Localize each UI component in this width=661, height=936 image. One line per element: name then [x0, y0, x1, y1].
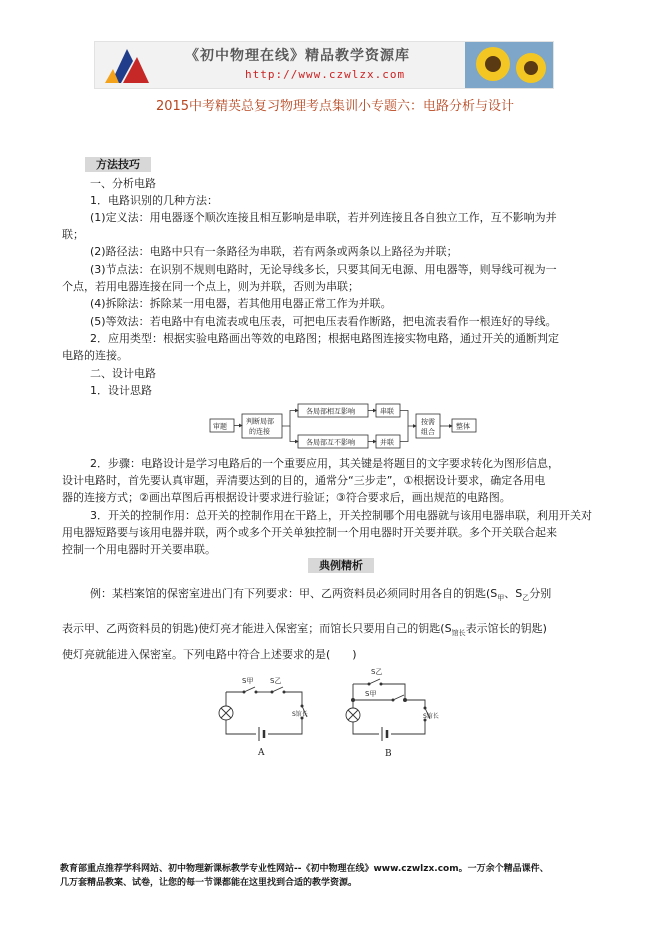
example-line2-text2: 表示馆长的钥匙) — [465, 622, 547, 635]
example-sub-guanzhang: 馆长 — [451, 629, 466, 638]
method-equivalent: (5)等效法：若电路中有电流表或电压表，可把电压表看作断路，把电流表看作一根连好的导线。 — [90, 315, 557, 328]
application-line2: 电路的连接。 — [62, 349, 128, 362]
steps-line2: 设计电路时，首先要认真审题，弄清要达到的目的，通常分“三步走”，①根据设计要求，确定各用电 — [62, 474, 546, 487]
application-line1: 2．应用类型：根据实验电路画出等效的电路图；根据电路图连接实物电路，通过开关的通断判定 — [90, 332, 559, 345]
footer-line2: 几万套精品教案、试卷，让您的每一节课都能在这里找到合适的教学资源。 — [60, 878, 358, 888]
example-line1-text2: 、S — [504, 587, 523, 600]
method-definition-line2: 联； — [62, 228, 84, 241]
example-sub-jia: 甲 — [497, 594, 505, 603]
flow-text-judge-1: 判断局部 — [246, 417, 274, 426]
flow-text-whole: 整体 — [456, 422, 470, 431]
flow-text-interdependent: 各局部相互影响 — [306, 407, 355, 416]
flow-text-parallel: 并联 — [380, 438, 394, 447]
flow-text-judge-2: 的连接 — [249, 427, 270, 436]
subheading-design-approach: 1．设计思路 — [90, 384, 152, 397]
footer-line1: 教育部重点推荐学科网站、初中物理新课标教学专业性网站--《初中物理在线》www.czwlzx.com。一万余个精品课件、 — [60, 864, 549, 874]
flow-text-review: 审题 — [213, 422, 227, 431]
document-title: 2015中考精英总复习物理考点集训小专题六：电路分析与设计 — [155, 99, 515, 114]
design-flow-diagram — [208, 400, 478, 452]
circuit-a-label: A — [258, 748, 265, 758]
example-line2-text: 表示甲、乙两资料员的钥匙)使灯亮才能进入保密室；而馆长只要用自己的钥匙(S — [62, 622, 452, 635]
flow-text-combine-2: 组合 — [421, 428, 435, 436]
circuit-b-switch-jia-label: S甲 — [365, 690, 377, 698]
flow-text-independent: 各局部互不影响 — [306, 438, 355, 447]
sunflower-icon — [465, 42, 553, 88]
section-label-methods: 方法技巧 — [85, 157, 151, 172]
method-definition-line1: (1)定义法：用电器逐个顺次连接且相互影响是串联，若并列连接且各自独立工作，互不影响为并 — [90, 211, 557, 224]
method-remove: (4)拆除法：拆除某一用电器，若其他用电器正常工作为并联。 — [90, 297, 392, 310]
circuit-a-switch-curator-label: S馆长 — [292, 711, 308, 718]
circuit-b-label: B — [385, 749, 392, 759]
circuit-a-switch-yi-label: S乙 — [270, 677, 282, 685]
circuit-diagram-a — [212, 670, 322, 760]
flow-text-series: 串联 — [380, 407, 394, 416]
flow-text-combine-1: 按需 — [421, 418, 435, 426]
example-line1-text: 例：某档案馆的保密室进出门有下列要求：甲、乙两资料员必须同时用各自的钥匙(S — [90, 587, 498, 600]
example-line2 — [62, 620, 547, 642]
header-banner — [94, 41, 554, 89]
site-logo-icon — [101, 45, 161, 85]
example-sub-yi: 乙 — [522, 594, 530, 603]
circuit-a-switch-jia-label: S甲 — [242, 677, 254, 685]
footer — [60, 862, 549, 890]
heading-analyze-circuit: 一、分析电路 — [90, 177, 156, 190]
steps-line3: 器的连接方式；②画出草图后再根据设计要求进行验证；③符合要求后，画出规范的电路图。 — [62, 491, 511, 504]
circuit-b-switch-curator-label: S馆长 — [423, 713, 439, 720]
method-node-line1: (3)节点法：在识别不规则电路时，无论导线多长，只要其间无电源、用电器等，则导线可视为一 — [90, 263, 557, 276]
banner-url: http://www.czwlzx.com — [245, 68, 406, 81]
example-line1-text3: 分别 — [529, 587, 552, 600]
switch-control-line3: 控制一个用电器时开关要串联。 — [62, 543, 216, 556]
subheading-identify-methods: 1．电路识别的几种方法： — [90, 194, 218, 207]
switch-control-line2: 用电器短路要与该用电器并联，两个或多个开关单独控制一个用电器时开关要并联。多个开关联合起来 — [62, 526, 557, 539]
example-line1 — [90, 585, 551, 607]
section-label-example: 典例精析 — [308, 558, 374, 573]
banner-title: 《初中物理在线》精品教学资源库 — [185, 48, 410, 64]
switch-control-line1: 3．开关的控制作用：总开关的控制作用在干路上，开关控制哪个用电器就与该用电器串联，利用开关对 — [90, 509, 592, 522]
steps-line1: 2．步骤：电路设计是学习电路后的一个重要应用，其关键是将题目的文字要求转化为图形信息， — [90, 457, 559, 470]
circuit-diagram-b — [345, 660, 455, 760]
circuit-b-switch-yi-label: S乙 — [371, 668, 383, 676]
method-path: (2)路径法：电路中只有一条路径为串联，若有两条或两条以上路径为并联； — [90, 245, 458, 258]
method-node-line2: 个点，若用电器连接在同一个点上，则为并联，否则为串联； — [62, 280, 359, 293]
heading-design-circuit: 二、设计电路 — [90, 367, 156, 380]
example-line3: 使灯亮就能进入保密室。下列电路中符合上述要求的是( ) — [62, 648, 357, 661]
